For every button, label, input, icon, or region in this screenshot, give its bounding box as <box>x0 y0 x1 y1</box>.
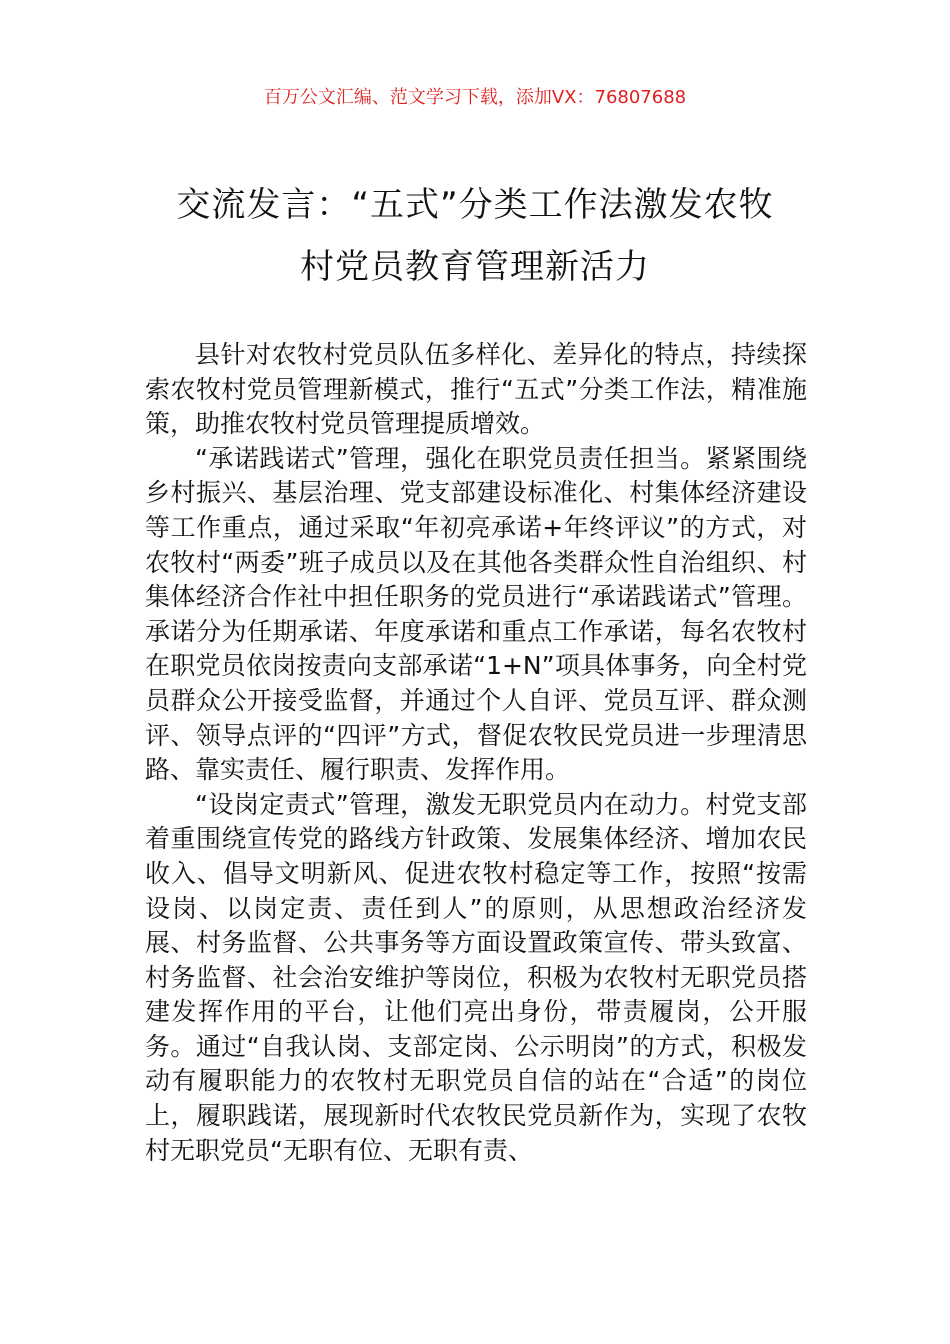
title-line-2: 村党员教育管理新活力 <box>300 247 650 287</box>
document-body <box>145 338 807 1168</box>
paragraph-commitment: “承诺践诺式”管理，强化在职党员责任担当。紧紧围绕乡村振兴、基层治理、党支部建设标准化、村集体经济建设等工作重点，通过采取“年初亮承诺+年终评议”的方式，对农牧村“两委”班子成员以及在其他各类群众性自治组织、村集体经济合作社中担任职务的党员进行“承诺践诺式”管理。承诺分为任期承诺、年度承诺和重点工作承诺，每名农牧村在职党员依岗按责向支部承诺“1+N”项具体事务，向全村党员群众公开接受监督，并通过个人自评、党员互评、群众测评、领导点评的“四评”方式，督促农牧民党员进一步理清思路、靠实责任、履行职责、发挥作用。 <box>145 443 807 785</box>
paragraph-post-setting: “设岗定责式”管理，激发无职党员内在动力。村党支部着重围绕宣传党的路线方针政策、发展集体经济、增加农民收入、倡导文明新风、促进农牧村稳定等工作，按照“按需设岗、以岗定责、责任到人”的原则，从思想政治经济发展、村务监督、公共事务等方面设置政策宣传、带头致富、村务监督、社会治安维护等岗位，积极为农牧村无职党员搭建发挥作用的平台，让他们亮出身份，带责履岗，公开服务。通过“自我认岗、支部定岗、公示明岗”的方式，积极发动有履职能力的农牧村无职党员自信的站在“合适”的岗位上，履职践诺，展现新时代农牧民党员新作为，实现了农牧村无职党员“无职有位、无职有责、 <box>145 789 807 1165</box>
header-watermark: 百万公文汇编、范文学习下载，添加VX：76807688 <box>263 87 687 108</box>
paragraph-intro: 县针对农牧村党员队伍多样化、差异化的特点，持续探索农牧村党员管理新模式，推行“五式”分类工作法，精准施策，助推农牧村党员管理提质增效。 <box>145 340 807 439</box>
title-line-1: 交流发言：“五式”分类工作法激发农牧 <box>176 185 774 225</box>
document-title <box>120 174 830 298</box>
